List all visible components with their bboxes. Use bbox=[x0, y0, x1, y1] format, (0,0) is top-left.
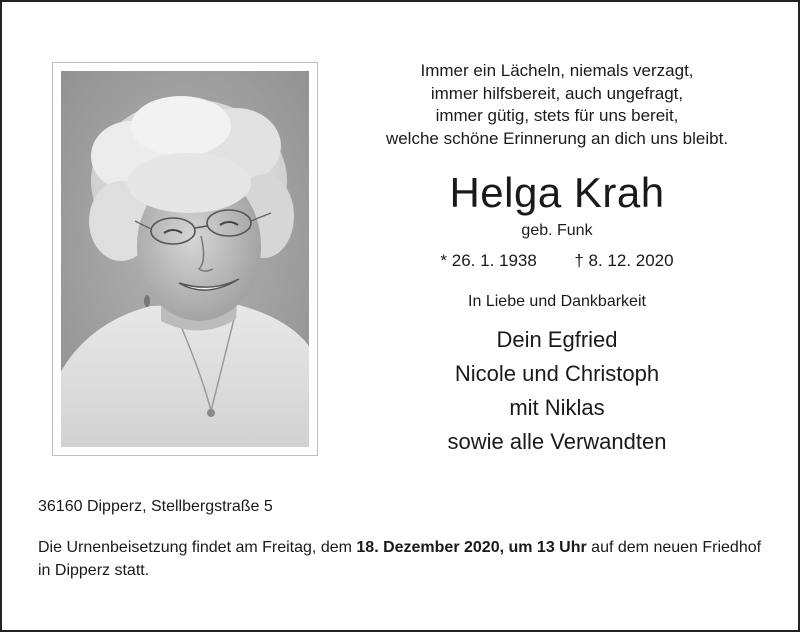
notice-date-time: 18. Dezember 2020, um 13 Uhr bbox=[356, 539, 587, 556]
mourners-list bbox=[360, 323, 754, 459]
birth-name: geb. Funk bbox=[521, 222, 593, 239]
birth-symbol: * bbox=[440, 251, 448, 270]
death-date: 8. 12. 2020 bbox=[588, 251, 674, 270]
life-dates bbox=[360, 250, 754, 272]
mourner-line: mit Niklas bbox=[509, 395, 605, 420]
mourner-line: sowie alle Verwandten bbox=[447, 429, 667, 454]
poem bbox=[360, 60, 754, 150]
poem-line: welche schöne Erinnerung an dich uns bleibt. bbox=[385, 128, 729, 148]
notice-text-end: auf dem neuen Friedhof in Dipperz statt. bbox=[38, 539, 762, 579]
mourner-line: Nicole und Christoph bbox=[454, 361, 660, 386]
portrait-illustration bbox=[61, 71, 309, 447]
death-symbol: † bbox=[574, 251, 584, 270]
photo-frame bbox=[52, 62, 318, 456]
poem-line: immer gütig, stets für uns bereit, bbox=[435, 106, 679, 125]
poem-line: immer hilfsbereit, auch ungefragt, bbox=[430, 83, 684, 103]
poem-line: Immer ein Lächeln, niemals verzagt, bbox=[420, 61, 694, 80]
mourners-intro: In Liebe und Dankbarkeit bbox=[468, 293, 646, 310]
birth-date: 26. 1. 1938 bbox=[451, 251, 537, 270]
funeral-notice bbox=[38, 536, 768, 582]
portrait-photo bbox=[61, 71, 309, 447]
mourner-line: Dein Egfried bbox=[496, 327, 618, 352]
family-address: 36160 Dipperz, Stellbergstraße 5 bbox=[38, 498, 273, 515]
deceased-name: Helga Krah bbox=[449, 169, 665, 216]
notice-text: Die Urnenbeisetzung findet am Freitag, dem bbox=[38, 539, 357, 556]
